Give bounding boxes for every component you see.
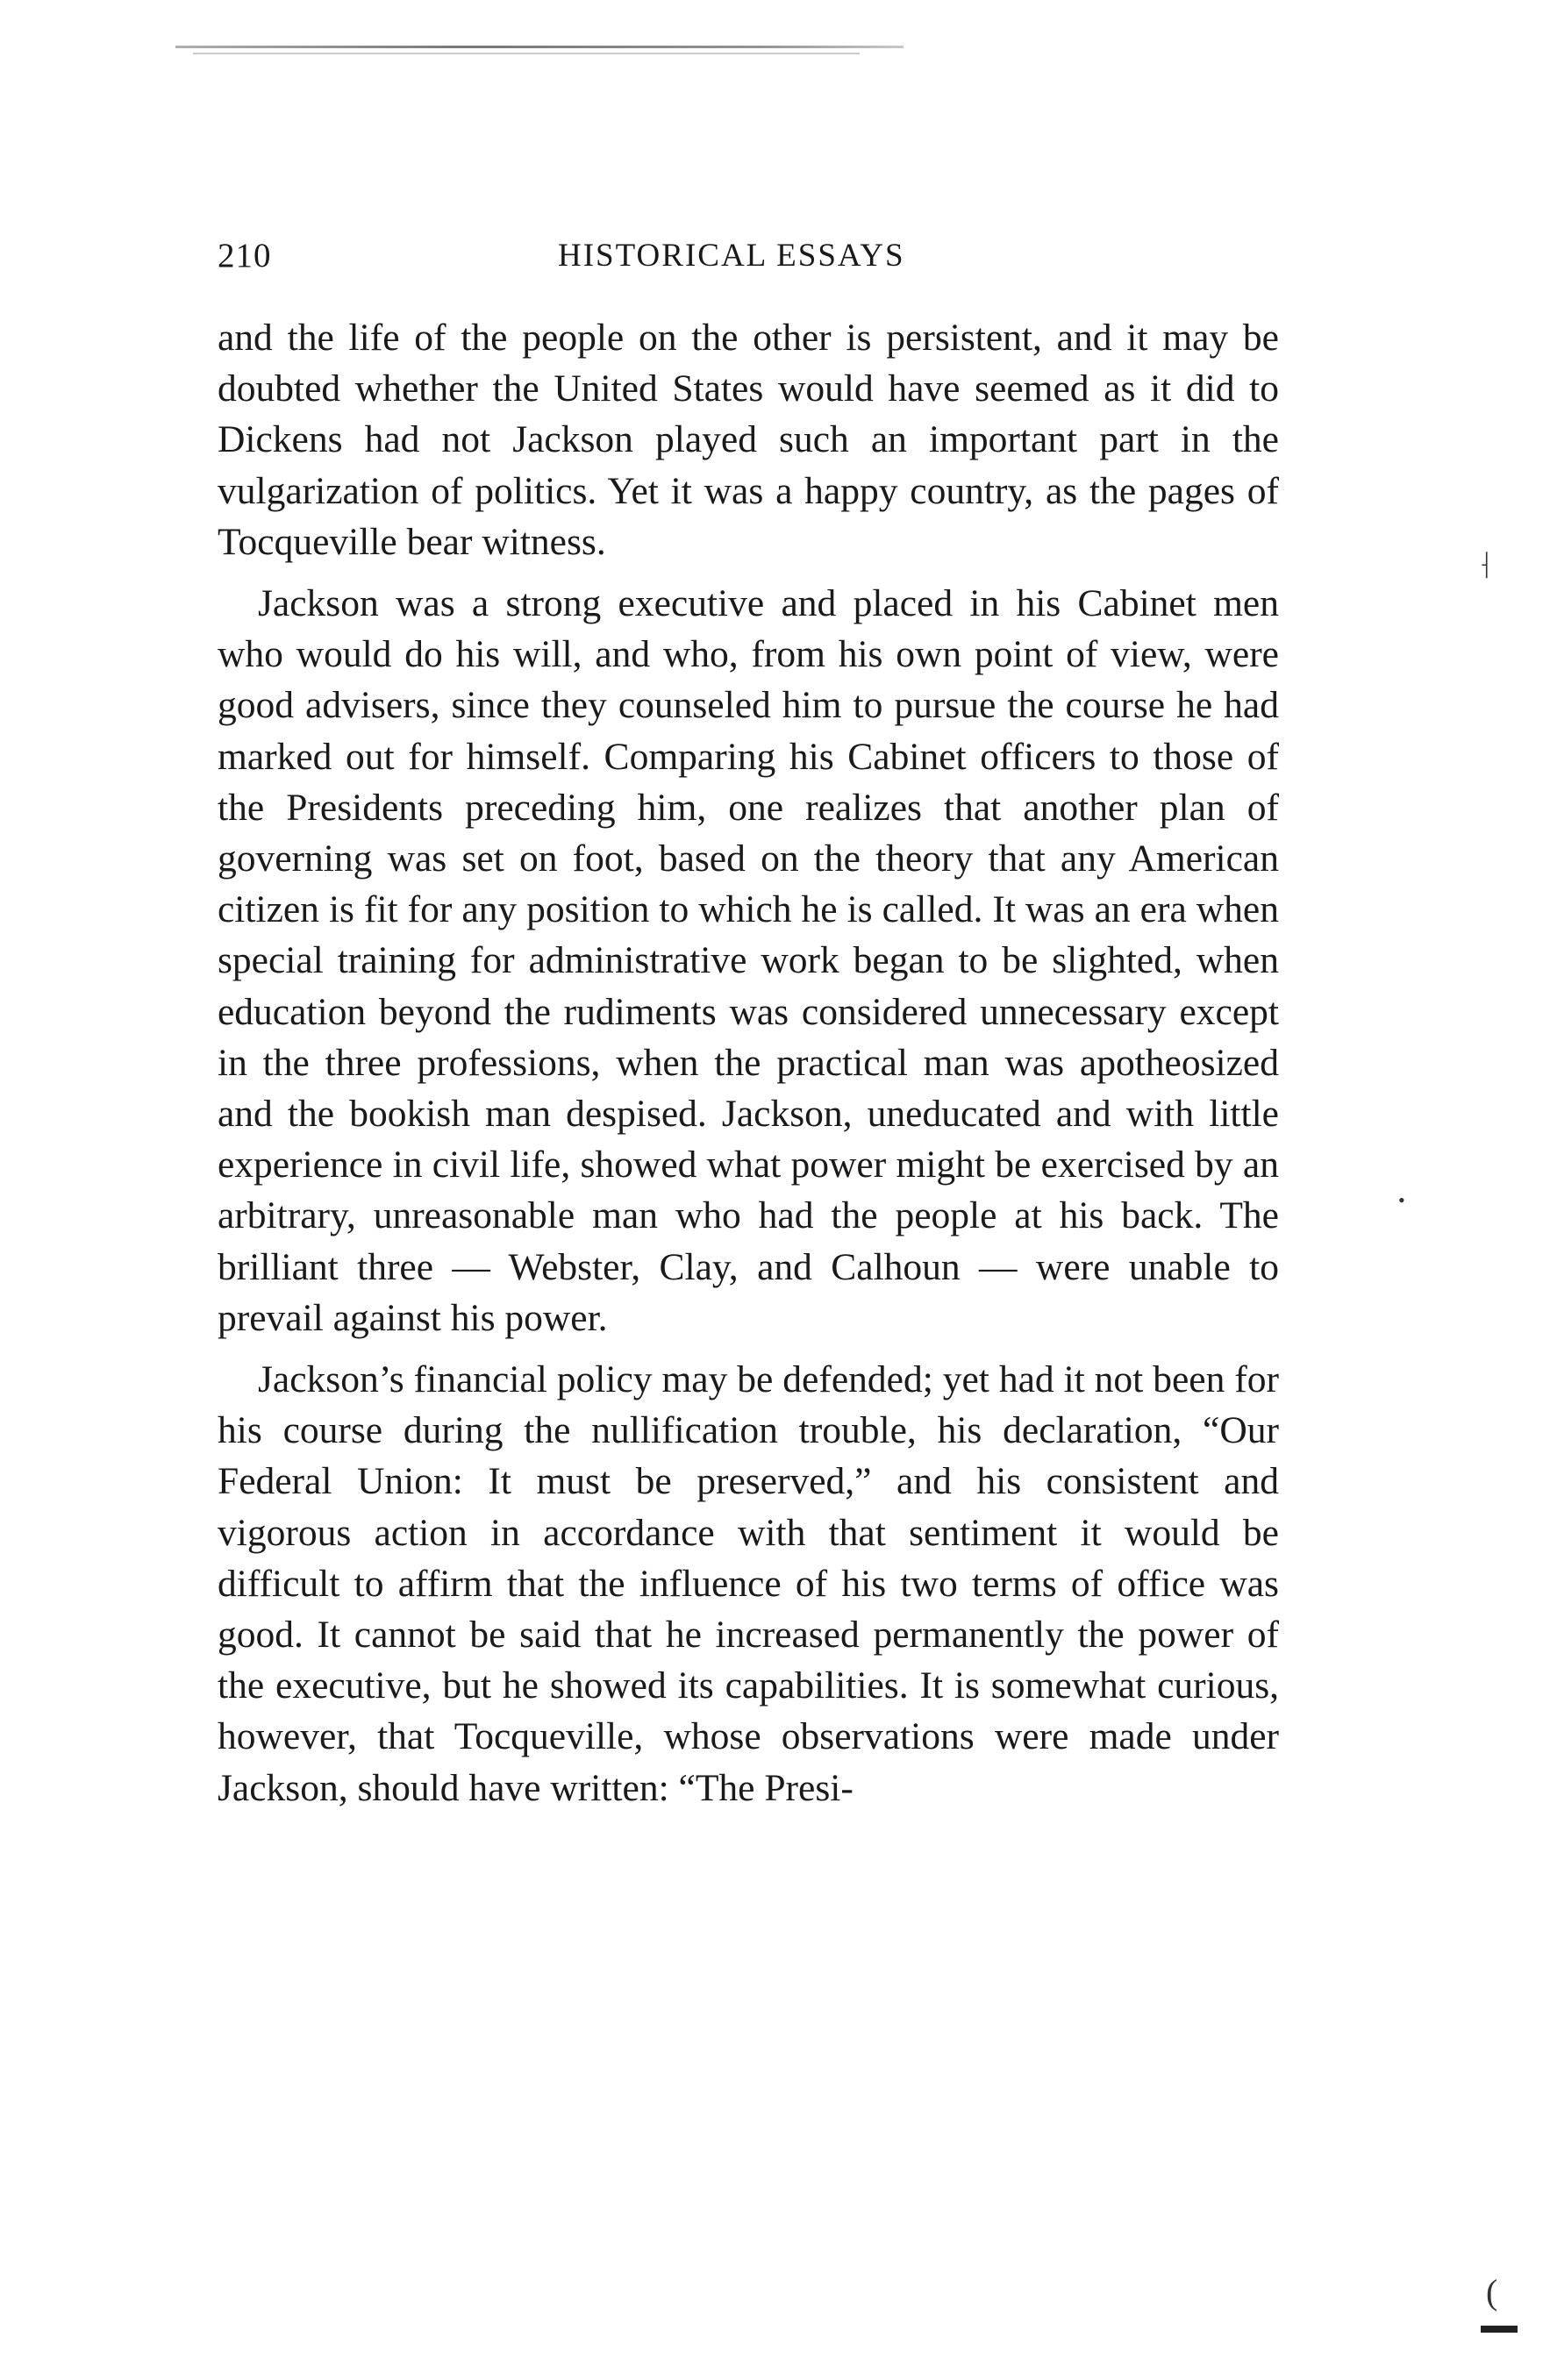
top-scan-rule-secondary — [193, 53, 860, 54]
margin-scan-mark: ⸡ — [1477, 549, 1492, 578]
page-number: 210 — [218, 237, 272, 274]
paragraph-continued: and the life of the people on the other is persistent, and it may be doubted whether the United States would have seemed as it did to Dickens had not Jackson played such an important part in the vulgarization of politics. Yet it was a happy country, as the pages of Tocqueville bear witness. — [218, 317, 1279, 563]
paragraph: Jackson was a strong executive and placed in his Cabinet men who would do his will, and who, from his own point of view, were good advisers, since they counseled him to pursue the course he had marked out for himself. Comparing his Cabinet officers to those of the Presidents preceding him, one realizes that another plan of governing was set on foot, based on the theory that any American citizen is fit for any position to which he is called. It was an era when special training for administrative work began to be slighted, when education beyond the rudiments was considered unnecessary except in the three professions, when the practical man was apotheosized and the bookish man despised. Jackson, uneducated and with little experience in civil life, showed what power might be exercised by an arbitrary, unreasonable man who had the people at his back. The brilliant three — Webster, Clay, and Calhoun — were unable to prevail against his power. — [218, 582, 1279, 1339]
running-title: HISTORICAL ESSAYS — [558, 238, 905, 274]
running-head — [218, 230, 1279, 282]
body-text — [218, 312, 1279, 1814]
margin-scan-bar — [1481, 2326, 1518, 2333]
margin-scan-mark: ( — [1486, 2272, 1498, 2312]
margin-scan-dot: • — [1398, 1189, 1405, 1211]
top-scan-rule — [175, 46, 904, 48]
paragraph: Jackson’s financial policy may be defended; yet had it not been for his course during the nullification trouble, his declaration, “Our Federal Union: It must be preserved,” and his consistent and vigorous action in accordance with that sentiment it would be difficult to affirm that the influence of his two terms of office was good. It cannot be said that he increased permanently the power of the executive, but he showed its capabilities. It is somewhat curious, however, that Tocqueville, whose observations were made under Jackson, should have written: “The Presi- — [218, 1358, 1279, 1809]
